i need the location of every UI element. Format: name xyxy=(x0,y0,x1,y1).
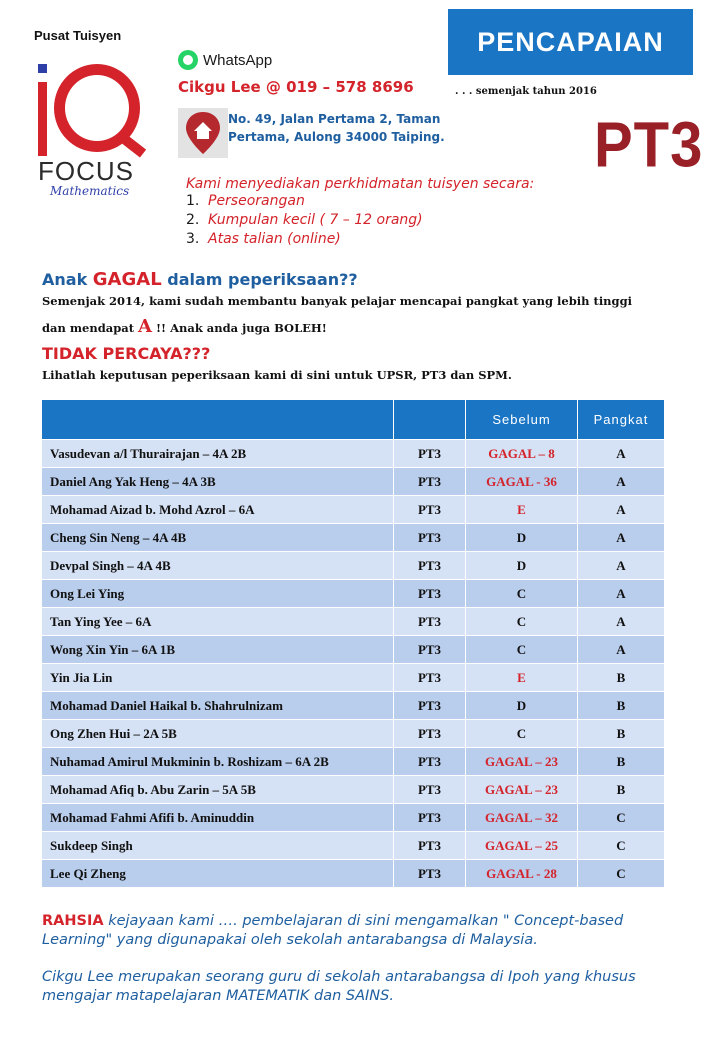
student-name: Devpal Singh – 4A 4B xyxy=(42,552,394,580)
final-grade: C xyxy=(578,860,665,888)
table-row xyxy=(42,636,665,664)
final-grade: C xyxy=(578,804,665,832)
exam-cell: PT3 xyxy=(394,860,466,888)
final-grade: A xyxy=(578,468,665,496)
final-grade: A xyxy=(578,496,665,524)
before-grade: C xyxy=(466,608,578,636)
exam-cell: PT3 xyxy=(394,748,466,776)
exam-cell: PT3 xyxy=(394,804,466,832)
header-exam xyxy=(394,400,466,440)
since-year-note: . . . semenjak tahun 2016 xyxy=(455,86,597,97)
table-row xyxy=(42,608,665,636)
exam-cell: PT3 xyxy=(394,440,466,468)
exam-cell: PT3 xyxy=(394,580,466,608)
table-row xyxy=(42,664,665,692)
logo-letter-i xyxy=(36,64,50,164)
final-grade: A xyxy=(578,608,665,636)
logo-focus-text: FOCUS xyxy=(38,156,134,186)
services-item: 3. Atas talian (online) xyxy=(186,231,341,247)
table-row xyxy=(42,552,665,580)
final-grade: B xyxy=(578,720,665,748)
table-row xyxy=(42,440,665,468)
student-name: Mohamad Fahmi Afifi b. Aminuddin xyxy=(42,804,394,832)
iq-focus-logo xyxy=(34,58,159,198)
achievement-banner: PENCAPAIAN xyxy=(448,9,693,75)
final-grade: B xyxy=(578,776,665,804)
before-grade: D xyxy=(466,524,578,552)
before-grade: GAGAL - 36 xyxy=(466,468,578,496)
exam-cell: PT3 xyxy=(394,776,466,804)
footer-teacher: Cikgu Lee merupakan seorang guru di sekolah antarabangsa di Ipoh yang khusus mengajar matapelajaran MATEMATIK dan SAINS. xyxy=(42,969,636,1004)
before-grade: D xyxy=(466,552,578,580)
logo-math-text: Mathematics xyxy=(50,184,130,198)
exam-cell: PT3 xyxy=(394,832,466,860)
intro-paragraph-3: Lihatlah keputusan peperiksaan kami di sini untuk UPSR, PT3 dan SPM. xyxy=(42,368,512,382)
student-name: Sukdeep Singh xyxy=(42,832,394,860)
student-name: Mohamad Aizad b. Mohd Azrol – 6A xyxy=(42,496,394,524)
footer-secret: RAHSIA kejayaan kami …. pembelajaran di sini mengamalkan " Concept-based Learning" yang digunapakai oleh sekolah antarabangsa di Malaysia. xyxy=(42,913,624,948)
before-grade: C xyxy=(466,580,578,608)
exam-title: PT3 xyxy=(594,109,704,181)
exam-cell: PT3 xyxy=(394,552,466,580)
student-name: Mohamad Daniel Haikal b. Shahrulnizam xyxy=(42,692,394,720)
final-grade: B xyxy=(578,664,665,692)
before-grade: GAGAL – 25 xyxy=(466,832,578,860)
final-grade: A xyxy=(578,552,665,580)
exam-cell: PT3 xyxy=(394,720,466,748)
address xyxy=(228,110,458,146)
student-name: Ong Zhen Hui – 2A 5B xyxy=(42,720,394,748)
table-row xyxy=(42,804,665,832)
exam-cell: PT3 xyxy=(394,636,466,664)
student-name: Cheng Sin Neng – 4A 4B xyxy=(42,524,394,552)
final-grade: A xyxy=(578,580,665,608)
table-row xyxy=(42,720,665,748)
table-row xyxy=(42,692,665,720)
services-item: 1. Perseorangan xyxy=(186,193,305,209)
table-row xyxy=(42,524,665,552)
services-intro: Kami menyediakan perkhidmatan tuisyen secara: xyxy=(186,176,535,192)
before-grade: D xyxy=(466,692,578,720)
table-row xyxy=(42,860,665,888)
location-pin-icon xyxy=(178,108,228,158)
table-row xyxy=(42,496,665,524)
table-row xyxy=(42,468,665,496)
student-name: Vasudevan a/l Thurairajan – 4A 2B xyxy=(42,440,394,468)
student-name: Nuhamad Amirul Mukminin b. Roshizam – 6A 2B xyxy=(42,748,394,776)
final-grade: B xyxy=(578,692,665,720)
student-name: Tan Ying Yee – 6A xyxy=(42,608,394,636)
exam-cell: PT3 xyxy=(394,664,466,692)
exam-cell: PT3 xyxy=(394,608,466,636)
centre-label: Pusat Tuisyen xyxy=(34,28,122,43)
before-grade: E xyxy=(466,496,578,524)
exam-cell: PT3 xyxy=(394,496,466,524)
student-name: Daniel Ang Yak Heng – 4A 3B xyxy=(42,468,394,496)
intro-paragraph-1: Semenjak 2014, kami sudah membantu banyak pelajar mencapai pangkat yang lebih tinggi xyxy=(42,294,632,308)
before-grade: GAGAL – 23 xyxy=(466,776,578,804)
whatsapp-label: WhatsApp xyxy=(203,52,273,69)
student-name: Ong Lei Ying xyxy=(42,580,394,608)
before-grade: GAGAL – 23 xyxy=(466,748,578,776)
table-row xyxy=(42,748,665,776)
student-name: Yin Jia Lin xyxy=(42,664,394,692)
table-row xyxy=(42,832,665,860)
table-row xyxy=(42,580,665,608)
before-grade: GAGAL – 32 xyxy=(466,804,578,832)
final-grade: A xyxy=(578,636,665,664)
final-grade: A xyxy=(578,524,665,552)
results-table xyxy=(41,399,665,888)
header-grade: Pangkat xyxy=(578,400,665,440)
services-item: 2. Kumpulan kecil ( 7 – 12 orang) xyxy=(186,212,423,228)
final-grade: B xyxy=(578,748,665,776)
student-name: Wong Xin Yin – 6A 1B xyxy=(42,636,394,664)
exam-cell: PT3 xyxy=(394,468,466,496)
whatsapp-icon xyxy=(178,50,198,70)
services-list xyxy=(186,193,423,250)
header-before: Sebelum xyxy=(466,400,578,440)
final-grade: A xyxy=(578,440,665,468)
intro-paragraph-2: dan mendapat A !! Anak anda juga BOLEH! xyxy=(42,316,327,337)
before-grade: GAGAL – 8 xyxy=(466,440,578,468)
address-line-2: Pertama, Aulong 34000 Taiping. xyxy=(228,130,445,144)
headline-fail: Anak GAGAL dalam peperiksaan?? xyxy=(42,269,358,290)
headline-disbelief: TIDAK PERCAYA??? xyxy=(42,344,211,363)
final-grade: C xyxy=(578,832,665,860)
exam-cell: PT3 xyxy=(394,524,466,552)
table-header-row xyxy=(42,400,665,440)
before-grade: E xyxy=(466,664,578,692)
before-grade: C xyxy=(466,720,578,748)
address-line-1: No. 49, Jalan Pertama 2, Taman xyxy=(228,112,441,126)
before-grade: C xyxy=(466,636,578,664)
exam-cell: PT3 xyxy=(394,692,466,720)
student-name: Lee Qi Zheng xyxy=(42,860,394,888)
table-row xyxy=(42,776,665,804)
header-name xyxy=(42,400,394,440)
student-name: Mohamad Afiq b. Abu Zarin – 5A 5B xyxy=(42,776,394,804)
contact-phone[interactable]: Cikgu Lee @ 019 – 578 8696 xyxy=(178,78,414,96)
before-grade: GAGAL - 28 xyxy=(466,860,578,888)
